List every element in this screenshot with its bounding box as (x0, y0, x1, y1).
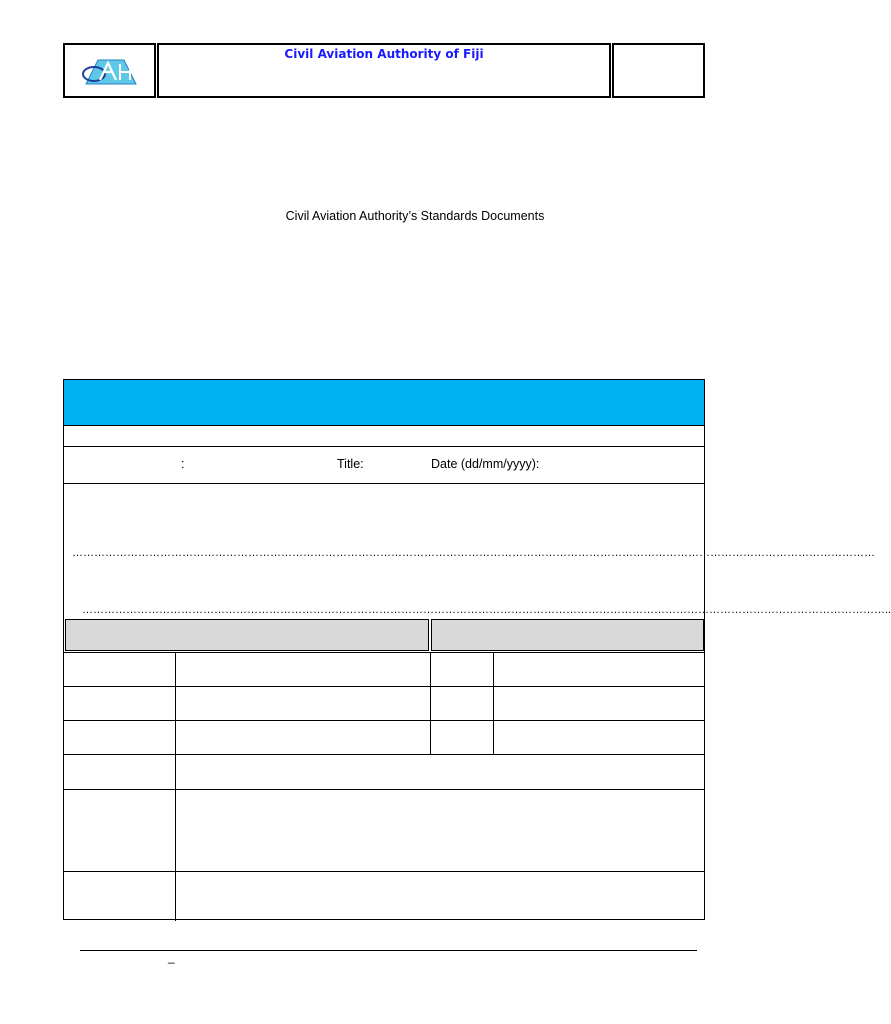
gray-header-right (431, 619, 704, 651)
title-box (157, 43, 611, 98)
field-cell[interactable] (494, 687, 704, 720)
ref-box (612, 43, 705, 98)
field-cell[interactable] (494, 653, 704, 686)
header-band (64, 380, 704, 425)
colon-label: : (181, 457, 185, 471)
field-cell[interactable] (494, 721, 704, 754)
document-subtitle: Civil Aviation Authority’s Standards Documents (285, 209, 545, 223)
field-cell[interactable] (176, 755, 704, 789)
field-cell[interactable] (176, 653, 429, 686)
field-cell[interactable] (176, 721, 429, 754)
field-cell[interactable] (176, 790, 704, 871)
date-label: Date (dd/mm/yyyy): (431, 457, 540, 471)
field-cell[interactable] (176, 687, 429, 720)
dotted-line-1: ………………………………………………………………………………………………………………………………………………………………………………………………… (72, 547, 875, 559)
gray-header-left (65, 619, 429, 651)
form-table (63, 379, 891, 920)
footer-mark: _ (168, 950, 175, 964)
title-label: Title: (337, 457, 364, 471)
dotted-line-2: ………………………………………………………………………………………………………………………………………………………………………………………………….. (82, 604, 891, 616)
logo-box (63, 43, 156, 98)
organization-name: Civil Aviation Authority of Fiji (284, 47, 484, 61)
field-cell[interactable] (176, 872, 704, 919)
caaf-logo (78, 54, 144, 88)
